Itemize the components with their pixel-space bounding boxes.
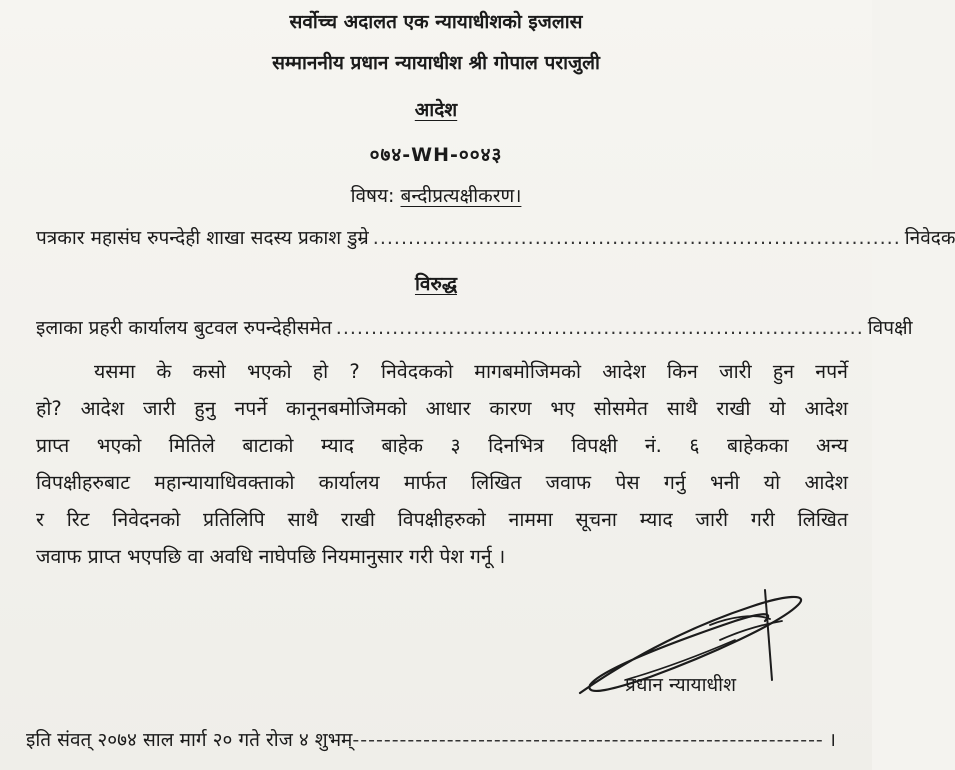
judge-title: सम्माननीय प्रधान न्यायाधीश श्री गोपाल पराजुली	[272, 52, 600, 74]
order-heading: आदेश	[414, 99, 458, 121]
petitioner-name: पत्रकार महासंघ रुपन्देही शाखा सदस्य प्रकाश डुम्रे	[36, 227, 369, 249]
respondent-role: विपक्षी	[867, 317, 913, 339]
order-body	[36, 353, 848, 575]
subject-value: बन्दीप्रत्यक्षीकरण।	[400, 185, 522, 207]
versus-heading: विरुद्ध	[414, 273, 458, 295]
signatory-title: प्रधान न्यायाधीश	[625, 674, 737, 696]
body-line: हो? आदेश जारी हुनु नपर्ने कानूनबमोजिमको आधार कारण भए सोसमेत साथै राखी यो आदेश	[36, 397, 848, 420]
versus-wrap	[0, 272, 872, 296]
footer-end-mark: ।	[828, 729, 836, 751]
order-heading-wrap	[0, 98, 872, 122]
footer-date: इति संवत् २०७४ साल मार्ग २० गते रोज ४ शुभम्	[26, 729, 353, 751]
body-line: र रिट निवेदनको प्रतिलिपि साथै राखी विपक्षीहरुको नाममा सूचना म्याद जारी गरी लिखित	[36, 508, 848, 531]
respondent-dots: ...........................................................................	[335, 317, 864, 339]
body-line: विपक्षीहरुबाट महान्यायाधिवक्ताको कार्यालय मार्फत लिखित जवाफ पेस गर्नु भनी यो आदेश	[36, 471, 848, 494]
respondent-row	[36, 316, 913, 340]
body-line: जवाफ प्राप्त भएपछि वा अवधि नाघेपछि नियमानुसार गरी पेश गर्नू ।	[36, 545, 506, 568]
case-number: ०७४-WH-००४३	[369, 144, 503, 166]
footer-dashes: ------------------------------------------------------------	[352, 729, 824, 751]
body-line: प्राप्त भएको मितिले बाटाको म्याद बाहेक ३ दिनभित्र विपक्षी नं. ६ बाहेकका अन्य	[36, 434, 848, 457]
petitioner-row	[36, 226, 955, 250]
subject-line	[0, 184, 872, 208]
petitioner-dots: ...........................................................................	[372, 227, 901, 249]
footer-date-line	[26, 728, 836, 752]
subject-label: विषय:	[350, 185, 395, 207]
respondent-name: इलाका प्रहरी कार्यालय बुटवल रुपन्देहीसमेत	[36, 317, 332, 339]
petitioner-role: निवेदक	[904, 227, 955, 249]
court-title: सर्वोच्च अदालत एक न्यायाधीशको इजलास	[289, 11, 583, 33]
body-line: यसमा के कसो भएको हो ? निवेदकको मागबमोजिमको आदेश किन जारी हुन नपर्ने	[94, 360, 848, 383]
